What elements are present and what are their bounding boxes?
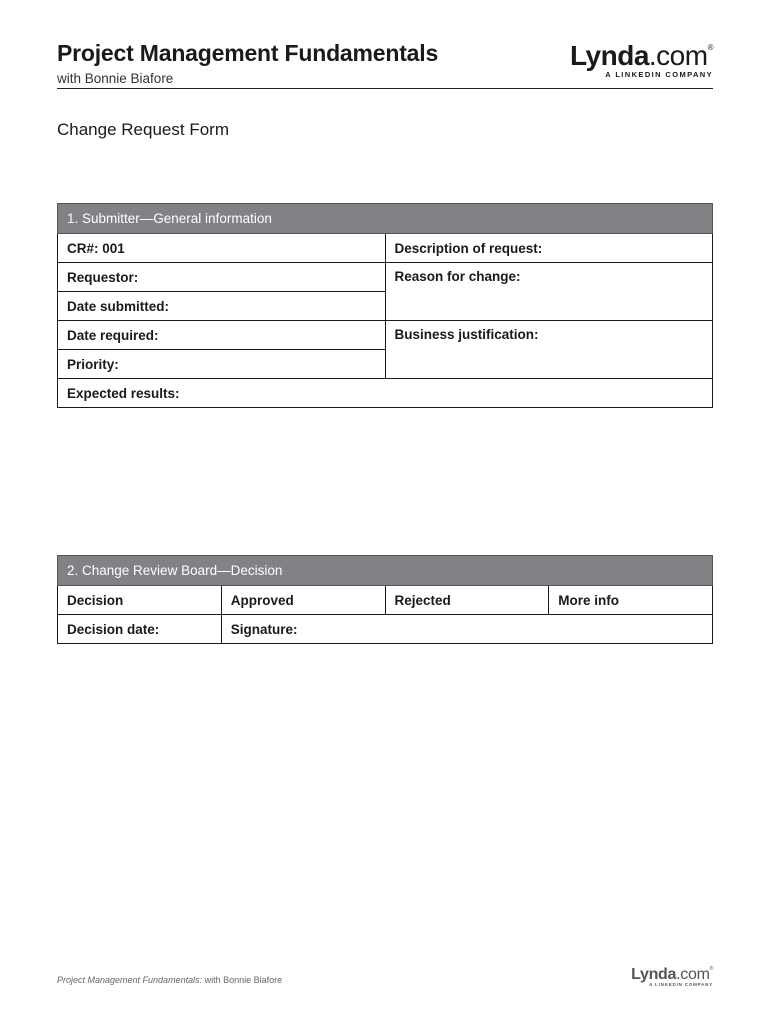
requestor-field[interactable]: Requestor:	[58, 263, 386, 292]
cr-number-field[interactable]: CR#: 001	[58, 234, 386, 263]
date-submitted-field[interactable]: Date submitted:	[58, 292, 386, 321]
business-justification-field[interactable]: Business justification:	[385, 321, 713, 379]
footer-course: Project Management Fundamentals:	[57, 975, 203, 985]
more-info-option[interactable]: More info	[549, 586, 713, 615]
lynda-logo	[570, 42, 713, 79]
logo-reg: ®	[707, 43, 713, 52]
page-subtitle: with Bonnie Biafore	[57, 71, 174, 86]
reason-field[interactable]: Reason for change:	[385, 263, 713, 321]
section2-heading: 2. Change Review Board—Decision	[58, 556, 713, 586]
footer-logo-main: Lynda	[631, 966, 677, 983]
signature-field[interactable]: Signature:	[221, 615, 712, 644]
approved-option[interactable]: Approved	[221, 586, 385, 615]
page-title: Project Management Fundamentals	[57, 40, 439, 66]
date-required-field[interactable]: Date required:	[58, 321, 386, 350]
rejected-option[interactable]: Rejected	[385, 586, 549, 615]
footer-logo-suffix: .com	[676, 966, 710, 983]
logo-tagline: A LINKEDIN COMPANY	[605, 70, 713, 79]
footer-credit	[57, 975, 282, 985]
review-board-table	[57, 555, 713, 644]
section1-heading: 1. Submitter—General information	[58, 204, 713, 234]
footer-logo-tagline: A LINKEDIN COMPANY	[649, 982, 713, 987]
submitter-info-table	[57, 203, 713, 408]
description-field[interactable]: Description of request:	[385, 234, 713, 263]
header-divider	[57, 88, 713, 89]
logo-main: Lynda	[569, 40, 649, 71]
document-title: Change Request Form	[57, 120, 229, 139]
decision-label: Decision	[58, 586, 222, 615]
footer-author: with Bonnie Biafore	[202, 975, 283, 985]
logo-suffix: .com	[648, 40, 708, 71]
footer-logo-reg: ®	[709, 966, 713, 972]
expected-results-field[interactable]: Expected results:	[58, 379, 713, 408]
decision-date-field[interactable]: Decision date:	[58, 615, 222, 644]
footer-lynda-logo	[631, 967, 713, 988]
priority-field[interactable]: Priority:	[58, 350, 386, 379]
